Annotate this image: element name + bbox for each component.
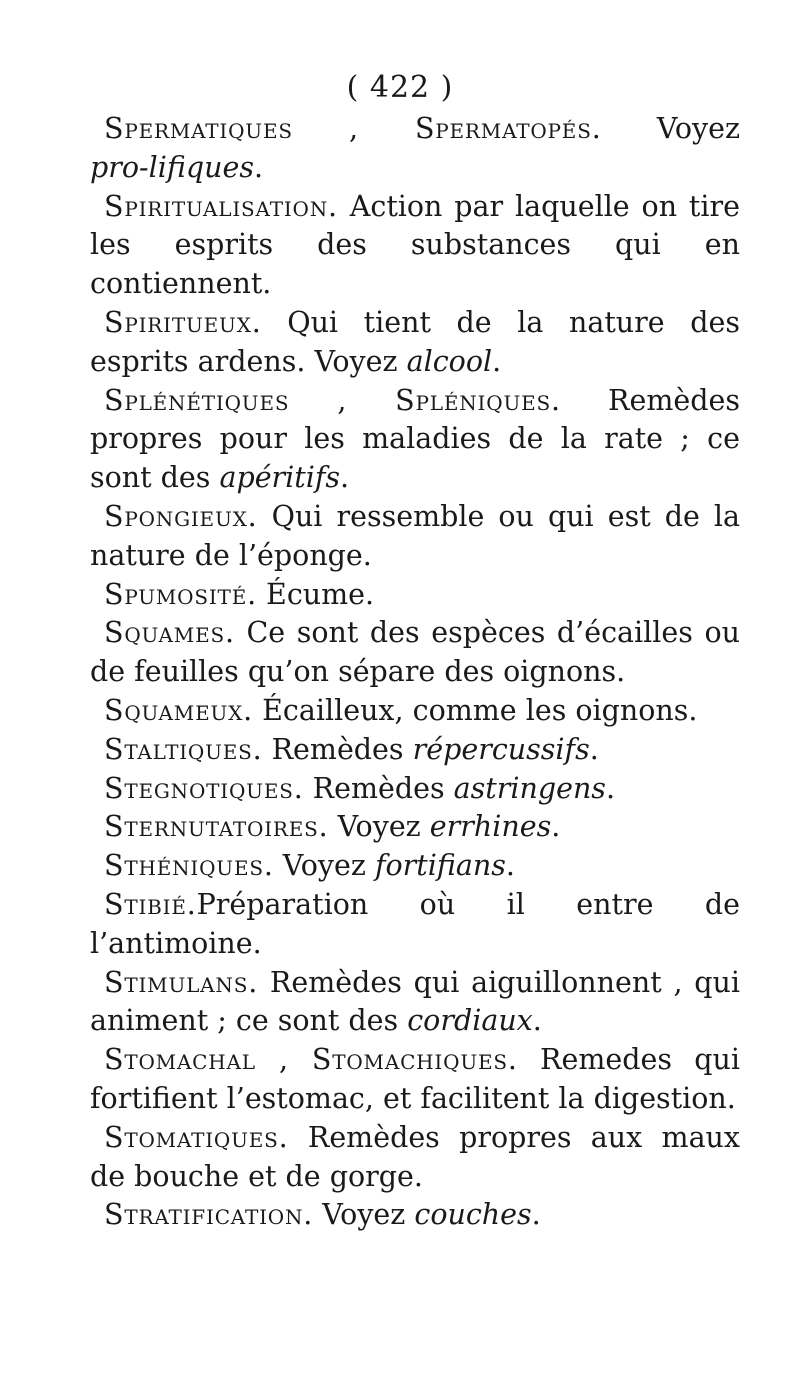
entry-cross-reference: répercussifs: [412, 732, 590, 766]
entry-headword: Stomatiques.: [104, 1120, 289, 1154]
entry: [90, 886, 740, 964]
entry-headword: Spiritualisation.: [104, 189, 338, 223]
entry-punctuation: .: [531, 1198, 541, 1232]
entry-headword: Spongieux.: [104, 499, 258, 533]
entry: [90, 576, 740, 615]
entry-definition: Remèdes: [303, 771, 454, 805]
entry-definition: Voyez: [601, 112, 740, 145]
entry-headword: Spiritueux.: [104, 305, 262, 339]
entry: [90, 1119, 740, 1197]
entry-headword: Stomachal , Stomachiques.: [104, 1043, 518, 1077]
entry-definition: Remèdes propres pour les maladies de la rate ; ce sont des: [90, 383, 740, 495]
entry-cross-reference: couches: [414, 1198, 532, 1232]
entry: [90, 964, 740, 1042]
entry: [90, 847, 740, 886]
entry-headword: Stibié.: [104, 887, 197, 921]
entry-definition: Écailleux, comme les oignons.: [253, 693, 698, 727]
entry-definition: Remèdes propres aux maux de bouche et de gorge.: [90, 1120, 740, 1193]
entry: [90, 731, 740, 770]
entry-punctuation: .: [605, 771, 615, 805]
entry-headword: Stegnotiques.: [104, 771, 304, 805]
entry-definition: Voyez: [313, 1198, 415, 1232]
entry-definition: Écume.: [256, 577, 375, 611]
entry-punctuation: .: [340, 461, 350, 495]
entry-cross-reference: astringens: [453, 771, 606, 805]
entry-definition: Action par laquelle on tire les esprits des substances qui en contiennent.: [90, 189, 740, 301]
entry-punctuation: .: [254, 150, 264, 184]
entry-headword: Sternutatoires.: [104, 810, 329, 844]
entry-cross-reference: cordiaux: [407, 1004, 533, 1038]
entry-punctuation: .: [532, 1004, 542, 1038]
entry-cross-reference: alcool: [406, 344, 493, 378]
entry-punctuation: .: [492, 344, 502, 378]
entry: [90, 614, 740, 692]
entry: [90, 692, 740, 731]
entry: [90, 188, 740, 304]
entry-definition: Remedes qui fortifient l’estomac, et facilitent la digestion.: [90, 1043, 740, 1115]
entry-definition: Ce sont des espèces d’écailles ou de feuilles qu’on sépare des oignons.: [90, 616, 740, 689]
entry: [90, 498, 740, 576]
entry-cross-reference: pro-lifiques: [90, 150, 254, 184]
entry-definition: Remèdes: [262, 732, 413, 766]
entry-headword: Splénétiques , Spléniques.: [104, 383, 561, 417]
entry-list: [90, 110, 740, 1235]
entry: [90, 382, 740, 498]
entry-headword: Sthéniques.: [104, 849, 274, 883]
entry-punctuation: .: [551, 810, 561, 844]
entry: [90, 808, 740, 847]
entry-headword: Spermatiques , Spermatopés.: [104, 112, 602, 145]
entry-definition: Voyez: [273, 849, 375, 883]
entry: [90, 304, 740, 382]
entry-headword: Stimulans.: [104, 965, 259, 999]
entry-definition: Qui tient de la nature des esprits ardens. Voyez: [90, 305, 740, 378]
entry-headword: Spumosité.: [104, 577, 257, 611]
entry-definition: Remèdes qui aiguillonnent , qui animent ; ce sont des: [90, 965, 740, 1038]
entry-definition: Qui ressemble ou qui est de la nature de l’éponge.: [90, 499, 740, 572]
entry-headword: Squames.: [104, 616, 235, 650]
entry: [90, 110, 740, 188]
entry-definition: Voyez: [328, 810, 430, 844]
entry: [90, 1041, 740, 1119]
entry-cross-reference: fortifians: [374, 849, 506, 883]
entry-cross-reference: apéritifs: [219, 461, 341, 495]
entry-definition: Préparation où il entre de l’antimoine.: [90, 887, 740, 960]
entry-headword: Staltiques.: [104, 732, 263, 766]
entry-punctuation: .: [505, 849, 515, 883]
entry-cross-reference: errhines: [429, 810, 552, 844]
entry: [90, 770, 740, 809]
entry-headword: Stratification.: [104, 1198, 314, 1232]
entry-punctuation: .: [589, 732, 599, 766]
page-number: ( 422 ): [346, 70, 454, 105]
entry-headword: Squameux.: [104, 693, 254, 727]
entry: [90, 1196, 740, 1235]
